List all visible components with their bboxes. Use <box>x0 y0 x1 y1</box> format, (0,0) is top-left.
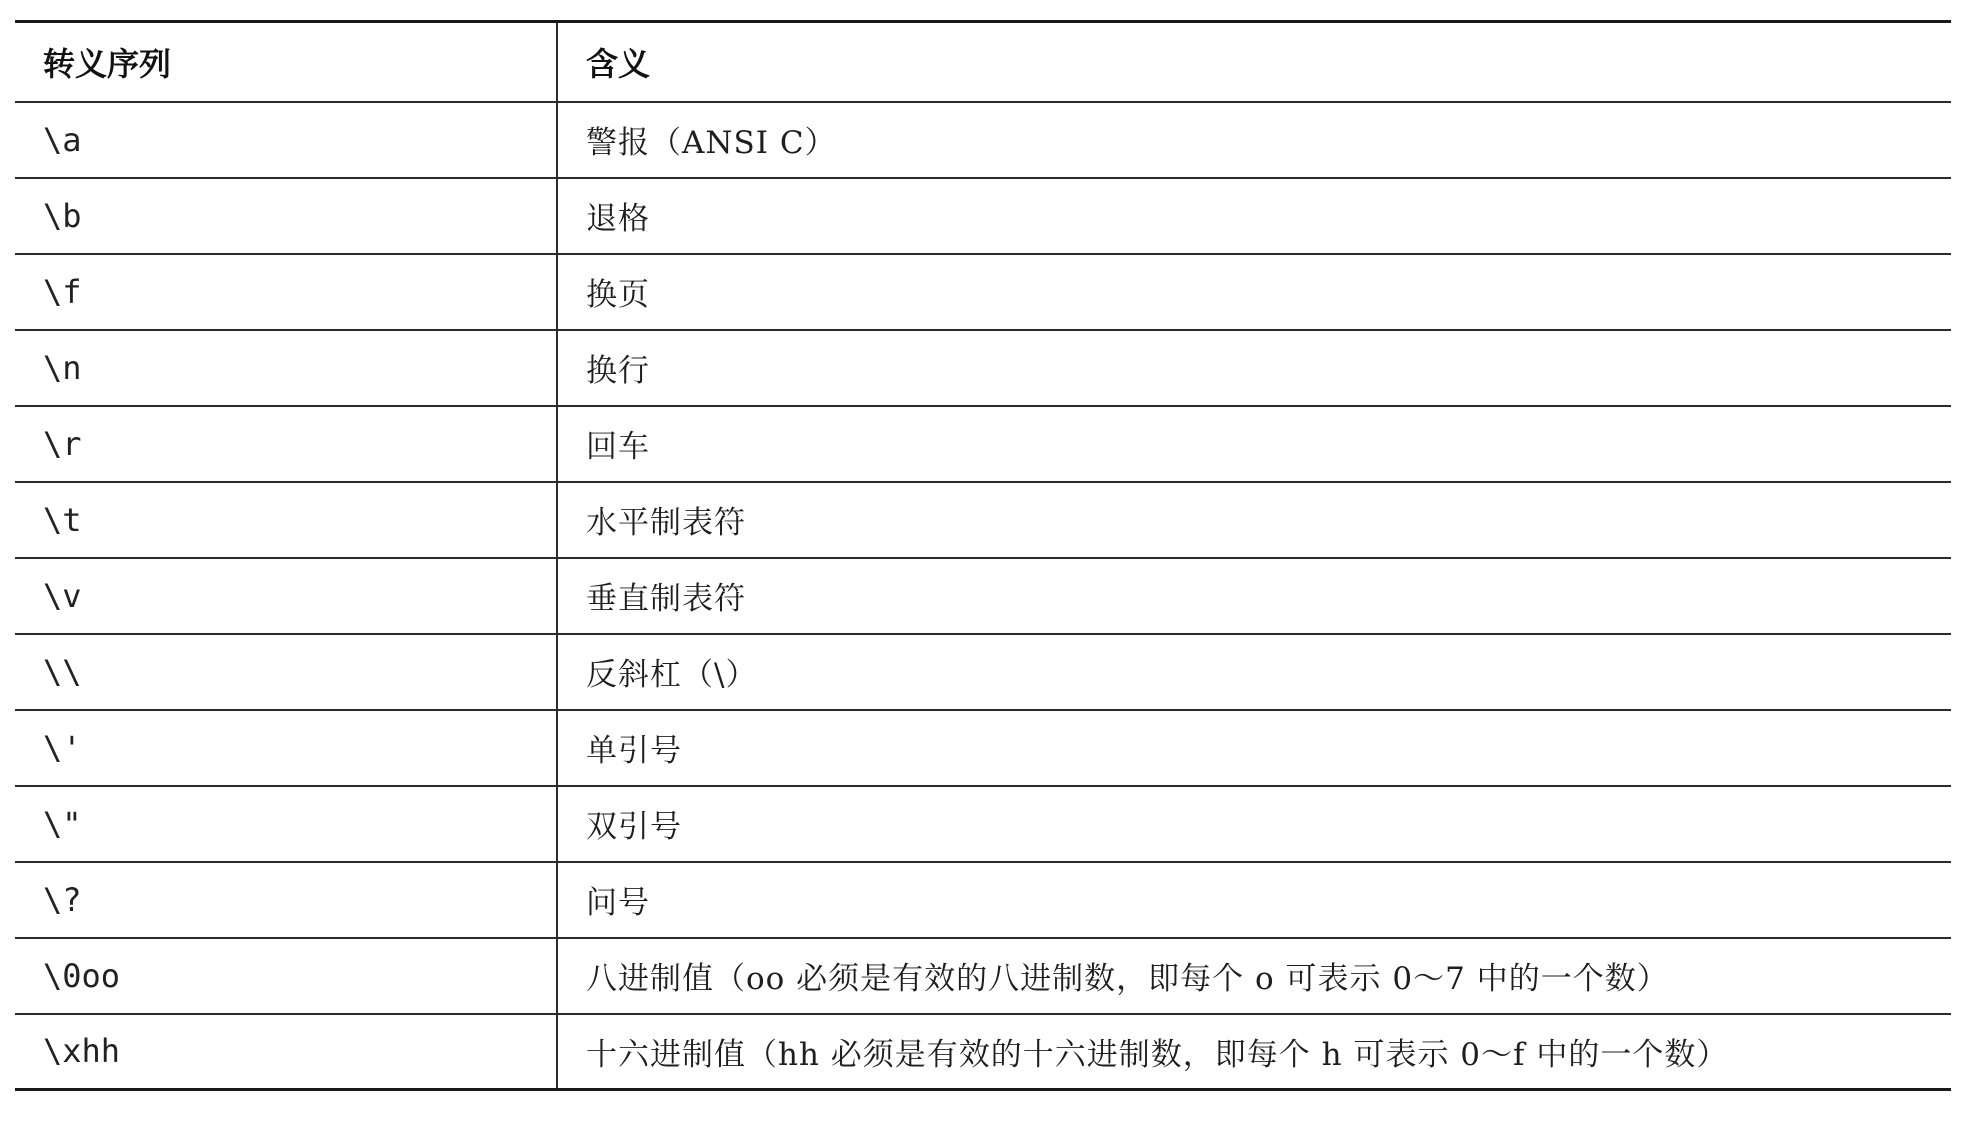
sequence-cell: \0oo <box>15 938 557 1014</box>
escape-sequence-table <box>15 20 1951 1091</box>
table-row <box>15 254 1951 330</box>
meaning-cell: 垂直制表符 <box>557 558 1951 634</box>
sequence-cell: \' <box>15 710 557 786</box>
meaning-cell: 警报（ANSI C） <box>557 102 1951 178</box>
table-row <box>15 406 1951 482</box>
table-row <box>15 938 1951 1014</box>
table-row <box>15 862 1951 938</box>
table-row <box>15 710 1951 786</box>
meaning-cell: 问号 <box>557 862 1951 938</box>
table-row <box>15 786 1951 862</box>
table-row <box>15 634 1951 710</box>
meaning-cell: 退格 <box>557 178 1951 254</box>
sequence-cell: \? <box>15 862 557 938</box>
meaning-cell: 回车 <box>557 406 1951 482</box>
meaning-cell: 单引号 <box>557 710 1951 786</box>
meaning-cell: 十六进制值（hh 必须是有效的十六进制数，即每个 h 可表示 0～f 中的一个数） <box>557 1014 1951 1090</box>
table-row <box>15 482 1951 558</box>
header-sequence: 转义序列 <box>15 22 557 102</box>
sequence-cell: \" <box>15 786 557 862</box>
sequence-cell: \b <box>15 178 557 254</box>
table-row <box>15 558 1951 634</box>
header-meaning: 含义 <box>557 22 1951 102</box>
sequence-cell: \v <box>15 558 557 634</box>
table-row <box>15 102 1951 178</box>
table-row <box>15 330 1951 406</box>
meaning-cell: 换行 <box>557 330 1951 406</box>
sequence-cell: \\ <box>15 634 557 710</box>
table-header <box>15 22 1951 102</box>
table-row <box>15 1014 1951 1090</box>
meaning-cell: 水平制表符 <box>557 482 1951 558</box>
sequence-cell: \t <box>15 482 557 558</box>
meaning-cell: 双引号 <box>557 786 1951 862</box>
table-body <box>15 102 1951 1090</box>
sequence-cell: \f <box>15 254 557 330</box>
sequence-cell: \xhh <box>15 1014 557 1090</box>
sequence-cell: \r <box>15 406 557 482</box>
meaning-cell: 反斜杠（\） <box>557 634 1951 710</box>
sequence-cell: \n <box>15 330 557 406</box>
meaning-cell: 换页 <box>557 254 1951 330</box>
table-row <box>15 178 1951 254</box>
sequence-cell: \a <box>15 102 557 178</box>
header-row <box>15 22 1951 102</box>
meaning-cell: 八进制值（oo 必须是有效的八进制数，即每个 o 可表示 0～7 中的一个数） <box>557 938 1951 1014</box>
